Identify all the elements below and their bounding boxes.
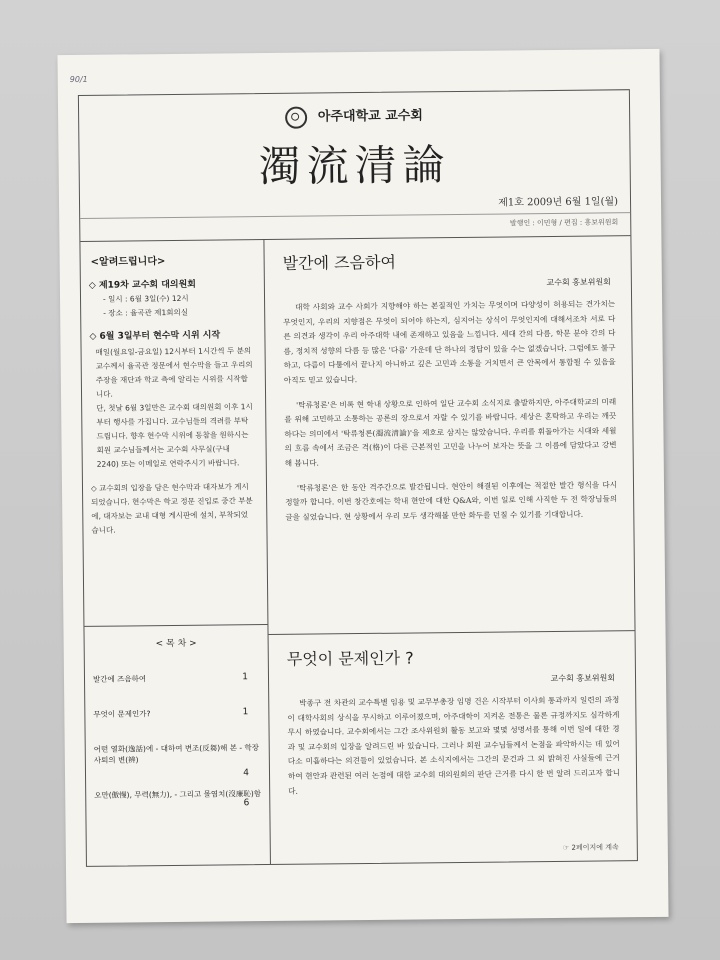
notices-heading: <알려드립니다> xyxy=(90,256,166,268)
notice-body: ◇ 교수회의 입장을 담은 현수막과 대자보가 게시되었습니다. 현수막은 학교 정문 진입로 중간 부분에, 대자보는 교내 대형 게시판에 설치, 부착되었습니다. xyxy=(90,482,253,535)
article-title: 무엇이 문제인가 ? xyxy=(286,648,414,669)
newsletter-title: 濁流清論 xyxy=(258,140,451,192)
continued-note: ☞ 2페이지에 계속 xyxy=(562,843,619,852)
article-paragraph: '탁류청론'은 한 동안 격주간으로 발간됩니다. 현안이 해결된 이후에는 적절한 발간 형식을 다시 정할까 합니다. 이번 창간호에는 학내 현안에 대한 Q&A와, 이번 일로 인해 사직한 두 전 학장님들의 글을 실었습니다. 현 상황에서 우리 모두 생각해볼 만한 화두를 던질 수 있기를 기대합니다. xyxy=(285,479,618,522)
issue-info: 제1호 2009년 6월 1일(월) xyxy=(498,196,619,209)
toc-item[interactable] xyxy=(93,707,260,720)
masthead xyxy=(79,90,630,242)
toc-label: 어떤 열화(逸話)에 - 대하여 변조(反芻)해 본 - 학장 사퇴의 변(辨) xyxy=(93,743,260,765)
toc-item[interactable] xyxy=(94,788,262,809)
article-two xyxy=(269,630,637,799)
table-of-contents xyxy=(84,624,269,809)
notice-detail: - 장소 : 율곡관 제1회의실 xyxy=(103,307,188,318)
notice-item xyxy=(89,327,257,472)
org-name: 아주대학교 교수회 xyxy=(317,108,423,125)
article-paragraph: 대학 사회와 교수 사회가 지향해야 하는 본질적인 가치는 무엇이며 다양성이 허용되는 견가치는 무엇인지, 우리의 지향점은 무엇이 되어야 하는지, 심지어는 상식이 무엇인지에 대해서조차 서로 다른 의견과 생각이 우리 아주대학 내에 존재하고 있음을 느낍니다. 세대 간의 다름, 학문 분야 간의 다름, 정치적 성향의 다름 등 많은 '다름' 가운데 단 하나의 정답이 있을 수는 없겠습니다. 그럼에도 불구하고, 다름이 다툼에서 끝나지 아니하고 깊은 고민과 소통을 거치면서 큰 안목에서 통합될 수 있음을 아직도 믿고 있습니다. xyxy=(283,299,616,385)
toc-heading: < 목 차 > xyxy=(155,638,197,650)
university-seal-icon xyxy=(285,106,307,128)
article-paragraph: 박종구 전 차관의 교수특별 임용 및 교무부총장 임명 건은 시작부터 이사회 통과까지 일련의 과정이 대학사회의 상식을 무시하고 이루어졌으며, 아주대학이 지켜온 전통은 물론 규정까지도 심각하게 무시 하였습니다. 교수회에서는 그간 조사위원회 활동 보고와 몇몇 성명서를 통해 이번 일에 대한 경과 및 교수회의 입장을 알려드린 바 있습니다. 그러나 회원 교수님들께서 논점을 파악하시는 데 있어 다소 미흡하다는 의견들이 있었습니다. 본 소식지에서는 그간의 문건과 그 외 밝혀진 사실들에 근거하여 현안과 관련된 여러 논점에 대한 교수회 대의원회의 판단 근거를 다시 한 번 알려 드리고자 합니다. xyxy=(287,695,621,796)
notice-title: ◇ 6월 3일부터 현수막 시위 시작 xyxy=(89,330,221,342)
toc-page: 4 xyxy=(243,768,250,779)
toc-label: 발간에 즈음하여 xyxy=(92,674,147,684)
page-frame xyxy=(78,89,638,867)
notice-item xyxy=(89,276,256,319)
toc-page: 6 xyxy=(243,798,250,809)
toc-item[interactable] xyxy=(93,742,261,779)
article-paragraph: '탁류청론'은 비록 현 학내 상황으로 인하여 일단 교수회 소식지로 출발하지만, 아주대학교의 미래를 위해 고민하고 소통하는 공론의 장으로서 자랄 수 있기를 바랍니다. 세상은 혼탁하고 우리는 깨끗하다는 의미에서 '탁류청론(濁流清論)'을 제호로 삼지는 않았습니다. 우리를 휘돌아가는 시대와 세월의 흐름 속에서 조금은 격(格)이 다른 근본적인 고민을 나누어 보자는 뜻을 그 이름에 담았다고 강변해 봅니다. xyxy=(284,396,617,468)
newsletter-page xyxy=(57,49,668,923)
left-column xyxy=(80,239,271,866)
right-column xyxy=(264,235,637,864)
notice-body: 매일(월요일-금요일) 12시부터 1시간씩 두 분의 교수께서 율곡관 정문에서 현수막을 들고 우리의 주장을 재단과 학교 측에 알리는 시위를 시작합니다. 단, 첫날 6월 3일만은 교수회 대의원회 이후 1시부터 행사를 가집니다. 교수님들의 격려를 부탁 드립니다. 향후 현수막 시위에 동참을 원하시는 회원 교수님들께서는 교수회 사무실(구내 2240) 또는 이메일로 연락주시기 바랍니다. xyxy=(95,346,253,469)
article-byline: 교수회 홍보위원회 xyxy=(550,673,616,684)
toc-label: 무엇이 문제인가? xyxy=(93,709,151,719)
notice-item xyxy=(91,480,259,538)
org-header xyxy=(79,102,629,130)
toc-page: 1 xyxy=(242,707,249,718)
toc-label: 오만(傲慢), 무력(無力), - 그리고 몰염치(沒廉恥)함 xyxy=(94,789,262,800)
article-title: 발간에 즈음하여 xyxy=(282,252,397,273)
toc-page: 1 xyxy=(242,672,249,683)
article-byline: 교수회 홍보위원회 xyxy=(546,277,611,288)
toc-item[interactable] xyxy=(93,672,260,685)
handwritten-note: 90/1 xyxy=(69,74,88,85)
divider xyxy=(84,624,267,627)
notice-title: ◇ 제19차 교수회 대의원회 xyxy=(88,279,197,291)
notice-detail: - 일시 : 6월 3일(수) 12시 xyxy=(102,293,189,304)
staff-info: 발행인 : 이민형 / 편집 : 홍보위원회 xyxy=(509,218,619,228)
